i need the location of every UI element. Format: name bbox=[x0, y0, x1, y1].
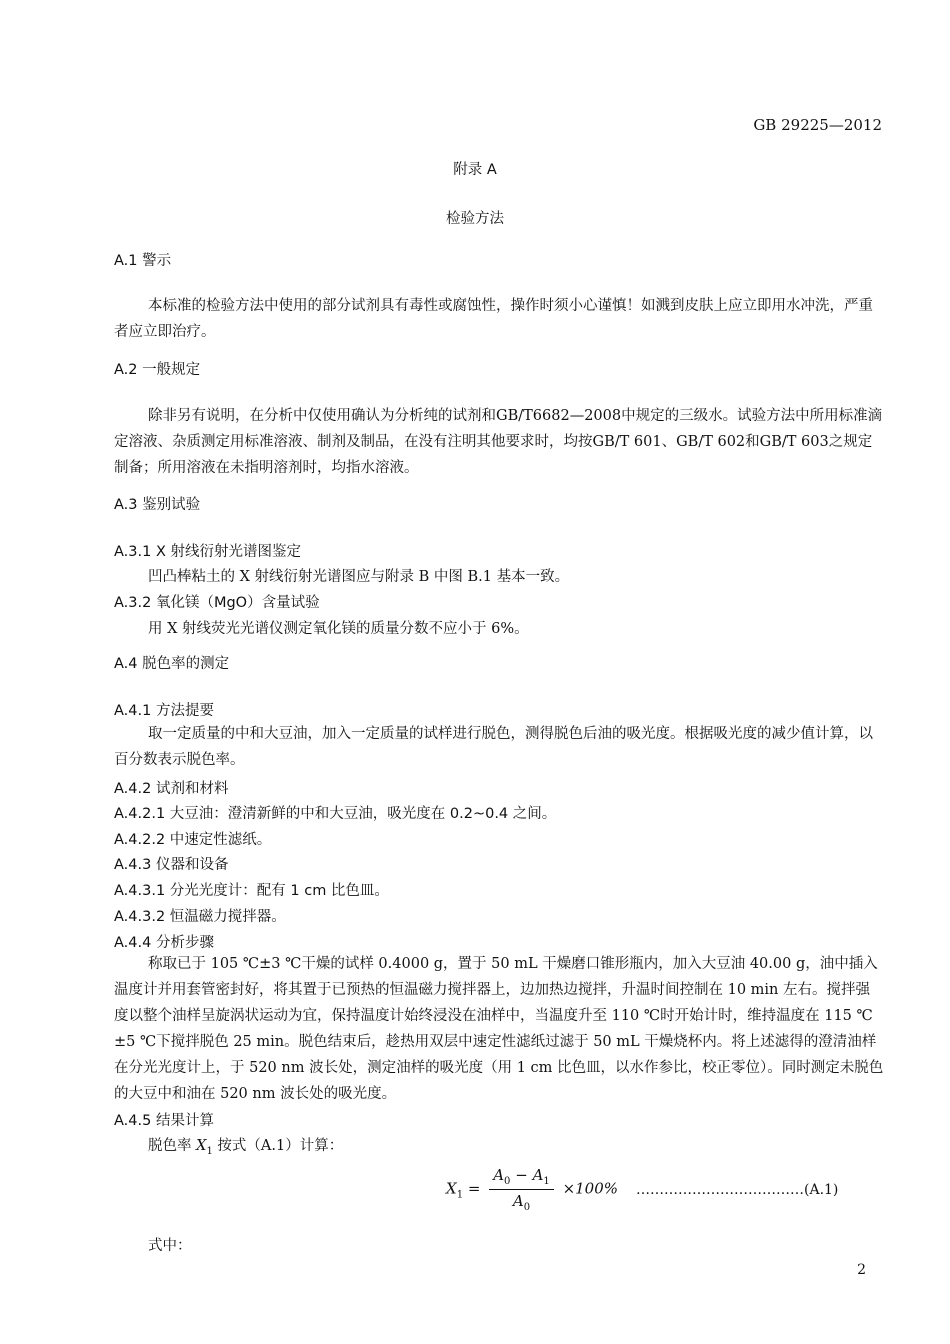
appendix-title: 检验方法 bbox=[446, 211, 504, 227]
heading-a41: A.4.1 方法提要 bbox=[114, 703, 214, 719]
heading-a1: A.1 警示 bbox=[114, 253, 172, 269]
paragraph-a1: 本标准的检验方法中使用的部分试剂具有毒性或腐蚀性，操作时须小心谨慎！如溅到皮肤上应立即用水冲洗，严重者应立即治疗。 bbox=[114, 298, 873, 340]
text-a45-intro: 脱色率 $X_1$ 按式（A.1）计算： bbox=[148, 1138, 344, 1157]
standard-number: GB 29225—2012 bbox=[753, 116, 882, 134]
paragraph-a2: 除非另有说明，在分析中仅使用确认为分析纯的试剂和GB/T6682—2008中规定的三级水。试验方法中所用标准滴定溶液、杂质测定用标准溶液、制剂及制品，在没有注明其他要求时，均按GB/T 601、GB/T 602和GB/T 603之规定制备；所用溶液在未指明溶剂时，均指水溶液。 bbox=[114, 408, 883, 476]
paragraph-a44: 称取已于 105 ℃±3 ℃干燥的试样 0.4000 g，置于 50 mL 干燥磨口锥形瓶内，加入大豆油 40.00 g，油中插入温度计并用套管密封好，将其置于已预热的恒温磁力搅拌器上，边加热边搅拌，升温时间控制在 10 min 左右。搅拌强度以整个油样呈旋涡状运动为宜，保持温度计始终浸没在油样中，当温度升至 110 ℃时开始计时，维持温度在 115 ℃±5 ℃下搅拌脱色 25 min。脱色结束后，趁热用双层中速定性滤纸过滤于 50 mL 干燥烧杯内。将上述滤得的澄清油样在分光光度计上，于 520 nm 波长处，测定油样的吸光度（用 1 cm 比色皿，以水作参比，校正零位）。同时测定未脱色的大豆中和油在 520 nm 波长处的吸光度。 bbox=[114, 956, 884, 1102]
item-a432: A.4.3.2 恒温磁力搅拌器。 bbox=[114, 909, 286, 925]
heading-a31: A.3.1 X 射线衍射光谱图鉴定 bbox=[114, 544, 301, 560]
heading-a4: A.4 脱色率的测定 bbox=[114, 656, 230, 672]
text-a31: 凹凸棒粘土的 X 射线衍射光谱图应与附录 B 中图 B.1 基本一致。 bbox=[148, 569, 570, 585]
item-a431: A.4.3.1 分光光度计：配有 1 cm 比色皿。 bbox=[114, 883, 389, 899]
paragraph-a41: 取一定质量的中和大豆油，加入一定质量的试样进行脱色，测得脱色后油的吸光度。根据吸光度的减少值计算，以百分数表示脱色率。 bbox=[114, 726, 873, 768]
heading-a45: A.4.5 结果计算 bbox=[114, 1113, 214, 1129]
item-a421: A.4.2.1 大豆油：澄清新鲜的中和大豆油，吸光度在 0.2~0.4 之间。 bbox=[114, 806, 557, 822]
page-number: 2 bbox=[857, 1262, 866, 1278]
heading-a2: A.2 一般规定 bbox=[114, 362, 201, 378]
heading-a3: A.3 鉴别试验 bbox=[114, 497, 201, 513]
heading-a43: A.4.3 仪器和设备 bbox=[114, 857, 229, 873]
text-a32: 用 X 射线荧光光谱仪测定氧化镁的质量分数不应小于 6%。 bbox=[148, 621, 529, 637]
heading-a44: A.4.4 分析步骤 bbox=[114, 935, 214, 951]
appendix-label: 附录 A bbox=[453, 162, 497, 178]
formula-fraction: $\frac{A_0 - A_1}{A_0}$ bbox=[489, 1166, 554, 1213]
heading-a42: A.4.2 试剂和材料 bbox=[114, 781, 229, 797]
heading-a32: A.3.2 氧化镁（MgO）含量试验 bbox=[114, 595, 320, 611]
item-a422: A.4.2.2 中速定性滤纸。 bbox=[114, 832, 272, 848]
where-label: 式中： bbox=[148, 1238, 192, 1254]
formula-number: ………………………………(A.1) bbox=[636, 1182, 839, 1198]
formula-a1: $X_1$ = $\frac{A_0 - A_1}{A_0}$ ×100% bbox=[446, 1166, 619, 1213]
